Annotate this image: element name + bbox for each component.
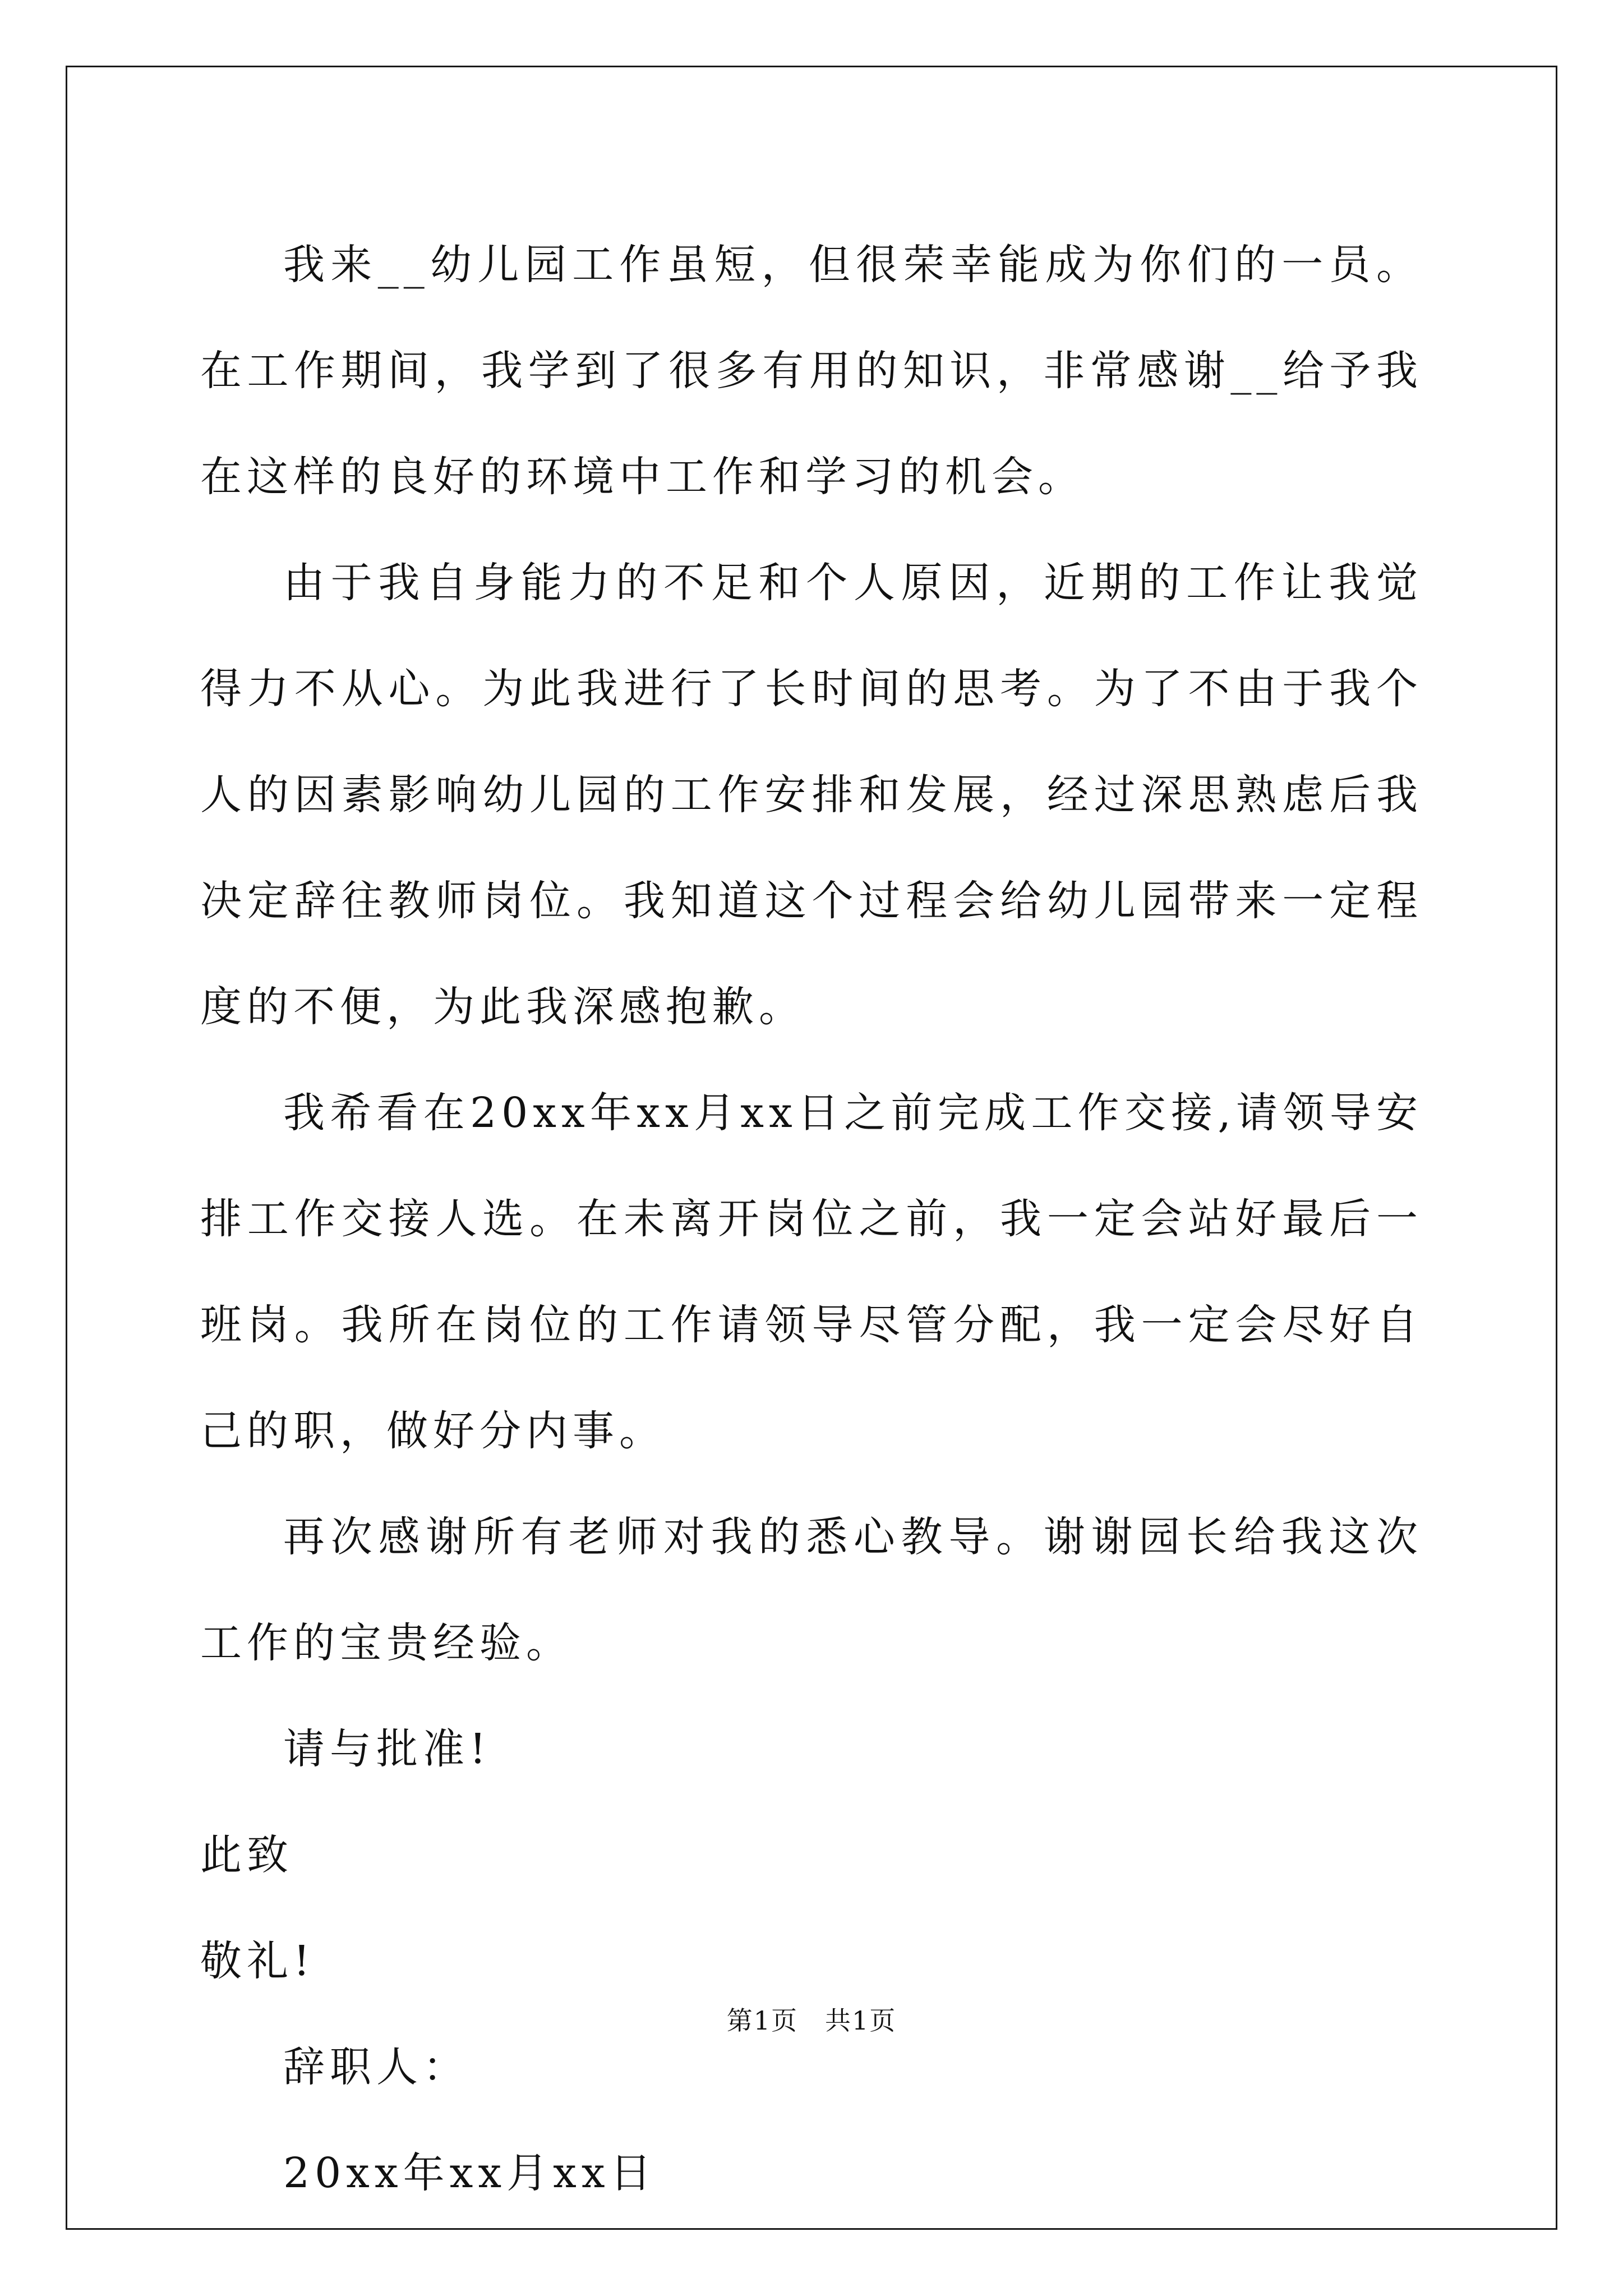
paragraph-intro: 我来__幼儿园工作虽短，但很荣幸能成为你们的一员。在工作期间，我学到了很多有用的知识，非常感谢__给予我在这样的良好的环境中工作和学习的机会。 xyxy=(200,241,1423,501)
paragraph-handover: 我希看在20xx年xx月xx日之前完成工作交接,请领导安排工作交接人选。在未离开岗位之前，我一定会站好最后一班岗。我所在岗位的工作请领导尽管分配，我一定会尽好自己的职，做好分内事。 xyxy=(200,1089,1423,1455)
signer-label: 辞职人： xyxy=(283,2043,469,2091)
salutation-line-2: 敬礼! xyxy=(200,1937,315,1985)
paragraph-reason: 由于我自身能力的不足和个人原因，近期的工作让我觉得力不从心。为此我进行了长时间的思考。为了不由于我个人的因素影响幼儿园的工作安排和发展，经过深思熟虑后我决定辞往教师岗位。我知道这个过程会给幼儿园带来一定程度的不便，为此我深感抱歉。 xyxy=(200,559,1423,1031)
approval-request: 请与批准! xyxy=(283,1725,491,1773)
letter-date: 20xx年xx月xx日 xyxy=(283,2149,657,2197)
letter-body xyxy=(200,212,1423,2226)
salutation-line-1: 此致 xyxy=(200,1831,293,1879)
paragraph-thanks: 再次感谢所有老师对我的悉心教导。谢谢园长给我这次工作的宝贵经验。 xyxy=(200,1513,1423,1667)
page-number-footer: 第1页 共1页 xyxy=(726,2005,897,2036)
